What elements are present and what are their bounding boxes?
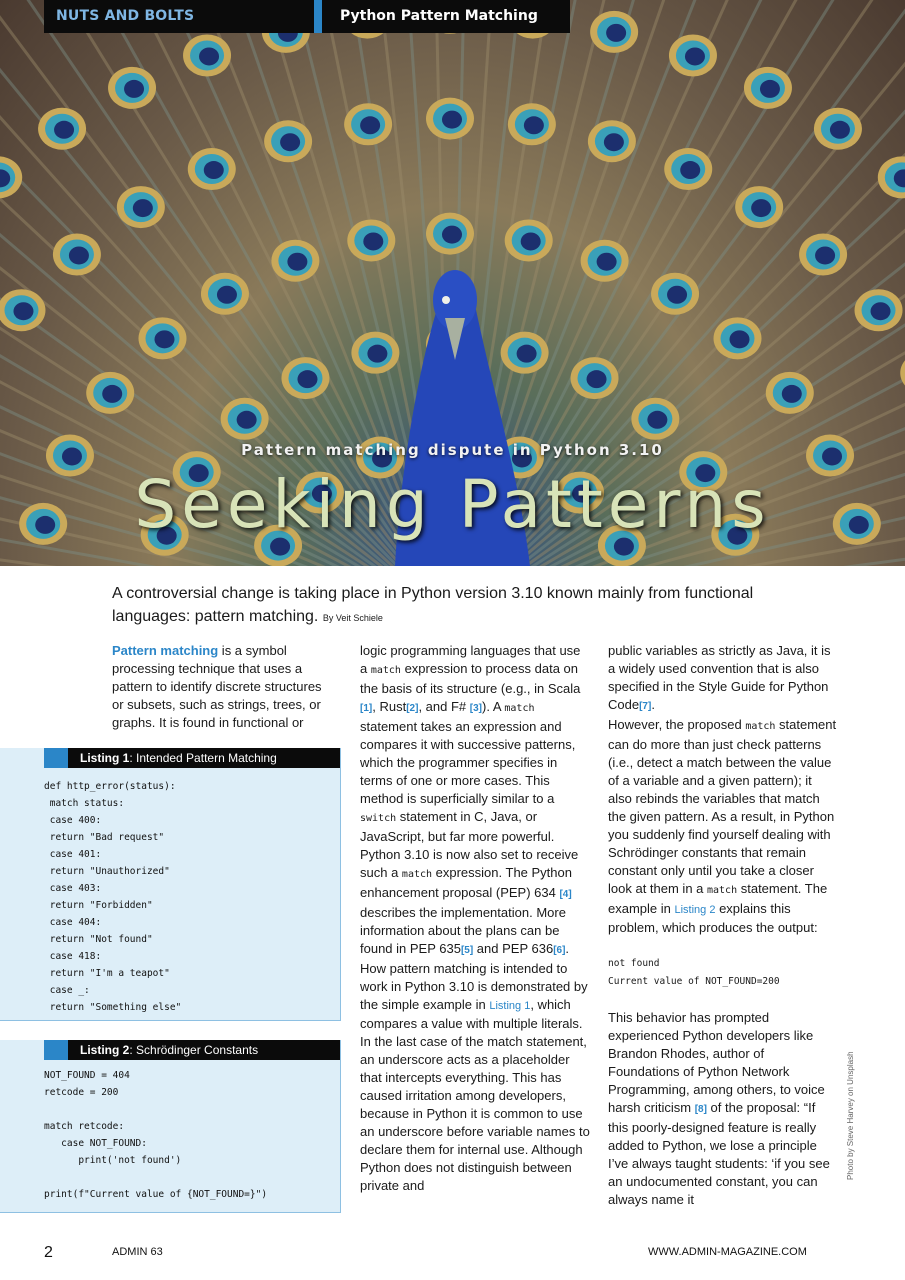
listing-caption-text: : Intended Pattern Matching	[129, 751, 277, 765]
listing-tab-accent	[44, 1040, 68, 1060]
spacer	[608, 991, 838, 1009]
paragraph: In the last case of the match statement, an underscore acts as a placeholder that intercepts everything. This has caused irritation among developers, because in Python it is common to use an underscore before variable names to declare them for internal use. Although Python does not distinguish between private and	[360, 1034, 590, 1193]
column-3	[608, 642, 838, 1209]
code-block: def http_error(status): match status: case 400: return "Bad request" case 401: return "Unauthorized" case 403: return "Forbidden" case 404: return "Not found" case 418: return "I'm a teapot" case _: return "Something else"	[44, 781, 182, 1013]
listing-number: Listing 1	[80, 751, 130, 765]
feather-eye-center	[360, 116, 380, 134]
text-run: , Rust	[372, 699, 407, 714]
feather-eye-center	[363, 232, 383, 250]
reference-link[interactable]: [1]	[360, 703, 373, 714]
feather-eye-center	[685, 47, 705, 65]
inline-code: match	[504, 703, 535, 714]
feather-eye-center	[367, 345, 387, 363]
paragraph	[608, 716, 838, 937]
text-run: ). A	[481, 699, 505, 714]
inline-code: match	[370, 665, 401, 676]
reference-link[interactable]: [4]	[559, 889, 572, 900]
issue-label: ADMIN 63	[112, 1246, 163, 1258]
paragraph	[360, 642, 590, 846]
listing-link[interactable]: Listing 1	[489, 1000, 531, 1012]
paragraph	[608, 1009, 838, 1209]
paragraph	[608, 642, 838, 716]
feather-eye-center	[751, 199, 771, 217]
text-run: statement can do more than just check patterns (i.e., detect a match between the value of a variable and a given pattern); it also rebinds the variables that match the given pattern. As a result, in Python you suddenly find yourself dealing with Schrödinger constants that remain constant only until you take a closer look at them in a	[608, 717, 837, 896]
feather-eye-center	[280, 133, 300, 151]
feather-eye-center	[587, 370, 607, 388]
inline-code: match	[745, 721, 776, 732]
text-run: statement. The example in	[608, 881, 828, 916]
feather-eye-center	[667, 286, 687, 304]
feather-eye-center	[521, 232, 541, 250]
text-run: expression to process data on the basis of its structure (e.g., in Scala	[360, 661, 581, 696]
feather-eye-center	[524, 116, 544, 134]
feather-eye-center	[124, 80, 144, 98]
feather-eye-center	[604, 133, 624, 151]
listing-1-box	[0, 748, 341, 1021]
text-run: and PEP 636	[473, 941, 554, 956]
feather-eye-center	[517, 345, 537, 363]
feather-eye-center	[69, 246, 89, 264]
code-block: NOT_FOUND = 404 retcode = 200 match retcode: case NOT_FOUND: print('not found') print(f"Current value of {NOT_FOUND=}")	[44, 1070, 268, 1200]
peacock-eye	[442, 296, 450, 304]
feather-eye-center	[871, 302, 891, 320]
feather-eye-center	[815, 246, 835, 264]
feather-eye-center	[199, 47, 219, 65]
feather-eye-center	[154, 330, 174, 348]
reference-link[interactable]: [8]	[694, 1104, 707, 1115]
column-2	[360, 642, 590, 1195]
inline-code: switch	[360, 813, 397, 824]
reference-link[interactable]: [3]	[469, 703, 482, 714]
reference-link[interactable]: [2]	[406, 703, 419, 714]
text-run: , and F#	[418, 699, 470, 714]
feather-eye-center	[760, 80, 780, 98]
reference-link[interactable]: [7]	[639, 701, 652, 712]
topic-label: Python Pattern Matching	[340, 8, 538, 24]
lead-term: Pattern matching	[112, 643, 219, 658]
listing-number: Listing 2	[80, 1043, 130, 1057]
text-run: statement in C, Java, or JavaScript, but far more powerful.	[360, 809, 555, 844]
paragraph	[360, 846, 590, 1033]
text-run: .	[651, 697, 655, 712]
inline-code: match	[707, 885, 738, 896]
page-number: 2	[44, 1244, 53, 1261]
feather-eye-center	[442, 111, 462, 129]
listing-caption-text: : Schrödinger Constants	[129, 1043, 259, 1057]
feather-eye-center	[680, 161, 700, 179]
feather-eye-center	[730, 330, 750, 348]
text-run: public variables as strictly as Java, it is a widely used convention that is also specified in the Style Guide for Python Code	[608, 643, 831, 712]
feather-eye-center	[782, 385, 802, 403]
article-kicker: Pattern matching dispute in Python 3.10	[241, 441, 664, 459]
feather-eye-center	[54, 121, 74, 139]
reference-link[interactable]: [5]	[460, 945, 474, 956]
text-run: However, the proposed	[608, 717, 746, 732]
feather-eye-center	[287, 253, 307, 271]
website-url: WWW.ADMIN-MAGAZINE.COM	[648, 1246, 807, 1258]
text-run: explains this problem, which produces the output:	[608, 901, 818, 935]
listing-caption	[80, 1043, 258, 1057]
feather-eye-center	[297, 370, 317, 388]
text-run: expression. The Python enhancement proposal (PEP) 634	[360, 865, 572, 900]
lead-text: A controversial change is taking place in Python version 3.10 known mainly from functional languages: pattern matching.	[112, 585, 754, 625]
text-run: Python 3.10 is now also set to receive such a	[360, 847, 579, 880]
feather-eye-center	[647, 411, 667, 429]
section-accent	[314, 0, 322, 33]
text-run: This behavior has prompted experienced Python developers like Brandon Rhodes, author of Foundations of Python Network Programming, among others, to voice harsh criticism	[608, 1010, 825, 1115]
inline-code: match	[401, 869, 433, 880]
text-run: statement takes an expression and compares it with successive patterns, which the programmer specifies in terms of one or more cases. This method is superficially similar to a	[360, 719, 576, 806]
text-run: describes the implementation. More information about the plans can be found in PEP 635	[360, 905, 566, 956]
spacer	[608, 937, 838, 955]
feather-eye-center	[204, 161, 224, 179]
feather-eye-center	[830, 121, 850, 139]
program-output: not found Current value of NOT_FOUND=200	[608, 958, 780, 987]
text-run: . How pattern matching is intended to work in Python 3.10 is demonstrated by the simple example in	[360, 941, 588, 1012]
text-run: of the proposal: “If this poorly-designed feature is really added to Python, we lose a principle I’ve always taught students: ‘if you see an undocumented constant, you can always name it	[608, 1100, 830, 1207]
text-run: logic programming languages that use a	[360, 643, 581, 676]
feather-eye-center	[13, 302, 33, 320]
reference-link[interactable]: [6]	[553, 945, 566, 956]
article-lead	[112, 582, 832, 630]
listing-caption	[80, 751, 277, 765]
paragraph	[112, 642, 327, 732]
feather-eye-center	[442, 226, 462, 244]
feather-eye-center	[606, 24, 626, 42]
listing-tab-accent	[44, 748, 68, 768]
feather-eye-center	[597, 253, 617, 271]
article-title: Seeking Patterns	[134, 466, 771, 543]
photo-credit: Photo by Steve Harvey on Unsplash	[846, 1051, 855, 1180]
paragraph-text: is a symbol processing technique that uses a pattern to identify discrete structures or subsets, such as strings, trees, or graphs. It is found in functional or	[112, 643, 322, 730]
section-label: NUTS AND BOLTS	[56, 8, 195, 24]
feather-eye-center	[133, 199, 153, 217]
feather-eye-center	[102, 385, 122, 403]
listing-link[interactable]: Listing 2	[674, 904, 716, 916]
text-run: , which compares a value with multiple literals.	[360, 997, 583, 1031]
feather-eye-center	[217, 286, 237, 304]
feather-eye-outer	[900, 352, 905, 394]
feather-eye-center	[237, 411, 257, 429]
listing-2-box	[0, 1040, 341, 1213]
byline: By Veit Schiele	[322, 613, 383, 623]
column-1	[112, 642, 327, 732]
